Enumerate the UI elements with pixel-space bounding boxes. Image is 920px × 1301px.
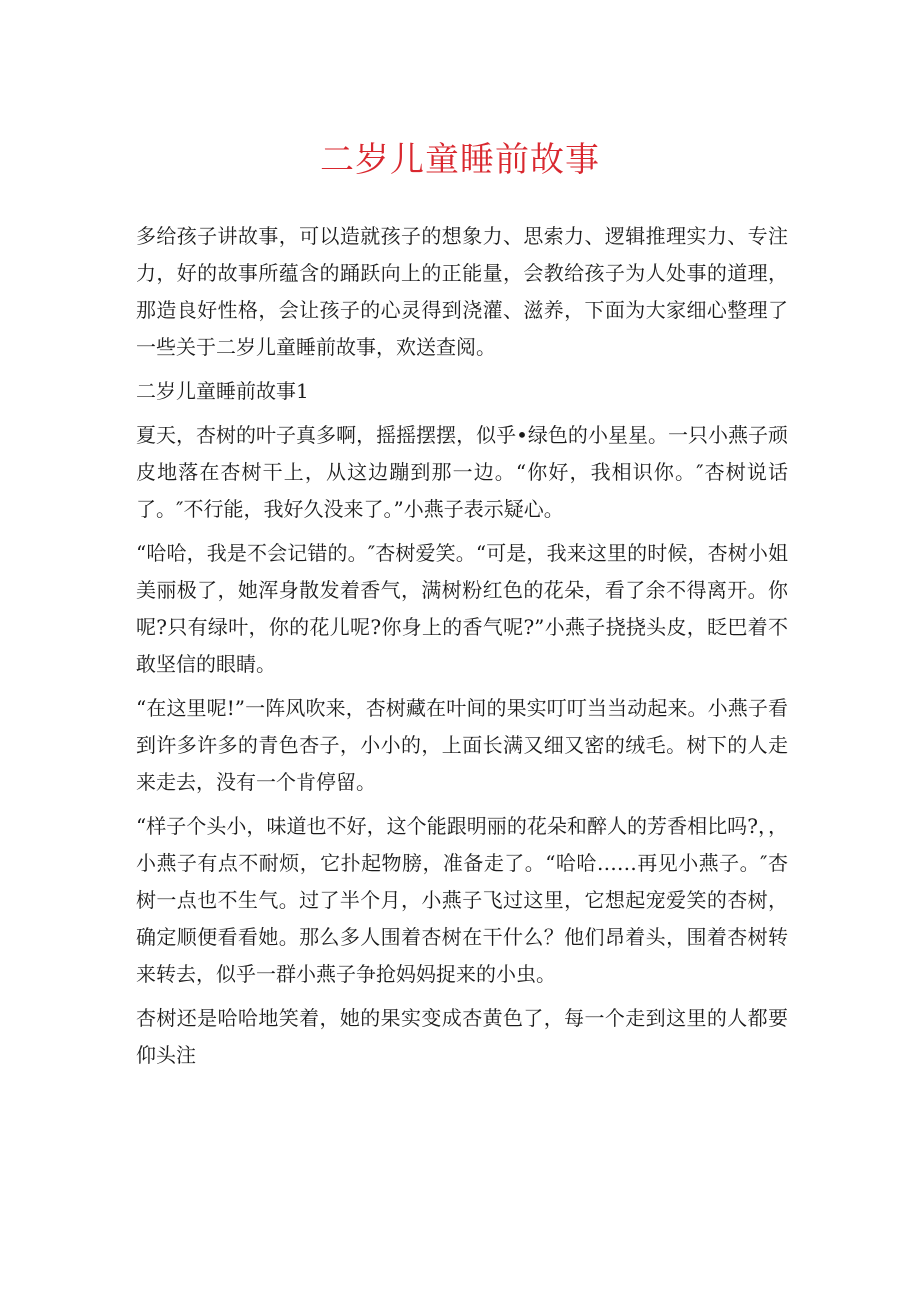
story-paragraph-2: “哈哈，我是不会记错的。″杏树爱笑。“可是，我来这里的时候，杏树小姐美丽极了，她浑身散发着香气，满树粉红色的花朵，看了余不得离开。你呢?只有绿叶，你的花儿呢?你身上的香气呢?”小燕子挠挠头皮，眨巴着不敢坚信的眼睛。 <box>136 541 788 676</box>
section-heading: 二岁儿童睡前故事1 <box>136 379 309 403</box>
document-body <box>136 218 788 1081</box>
document-title: 二岁儿童睡前故事 <box>320 140 600 180</box>
intro-paragraph: 多给孩子讲故事，可以造就孩子的想象力、思索力、逻辑推理实力、专注力，好的故事所蕴含的踊跃向上的正能量，会教给孩子为人处事的道理，那造良好性格，会让孩子的心灵得到浇灌、滋养，下面为大家细心整理了一些关于二岁儿童睡前故事，欢送查阅。 <box>136 224 788 359</box>
story-paragraph-1: 夏天，杏树的叶子真多啊，摇摇摆摆，似乎•绿色的小星星。一只小燕子顽皮地落在杏树干上，从这边蹦到那一边。“你好，我相识你。″杏树说话了。″不行能，我好久没来了。”小燕子表示疑心。 <box>136 423 788 521</box>
story-paragraph-5: 杏树还是哈哈地笑着，她的果实变成杏黄色了，每一个走到这里的人都要仰头注 <box>136 1006 788 1067</box>
story-paragraph-4: “样子个头小，味道也不好，这个能跟明丽的花朵和醉人的芳香相比吗?，，小燕子有点不耐烦，它扑起物膀，准备走了。“哈哈……再见小燕子。″杏树一点也不生气。过了半个月，小燕子飞过这里，它想起宠爱笑的杏树，确定顺便看看她。那么多人围着杏树在干什么？他们昂着头，围着杏树转来转去，似乎一群小燕子争抢妈妈捉来的小虫。 <box>136 814 788 986</box>
story-paragraph-3: “在这里呢!”一阵风吹来，杏树藏在叶间的果实叮叮当当动起来。小燕子看到许多许多的青色杏子，小小的，上面长满又细又密的绒毛。树下的人走来走去，没有一个肯停留。 <box>136 696 788 794</box>
